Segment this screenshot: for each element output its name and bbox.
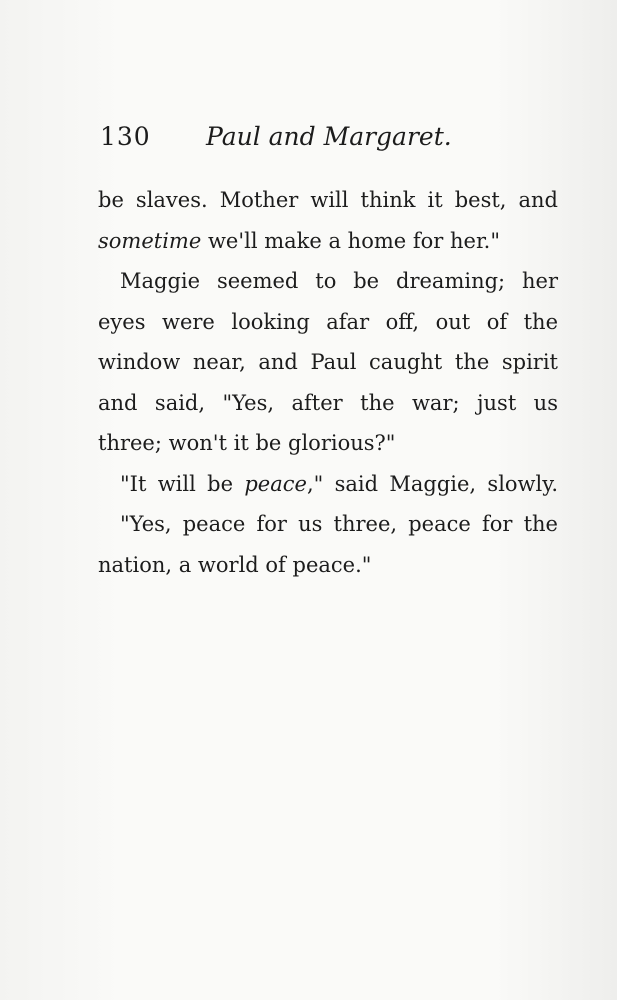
text-run: nation, a world of peace." bbox=[98, 552, 372, 577]
running-title: Paul and Margaret. bbox=[206, 122, 452, 151]
text-line bbox=[98, 545, 558, 586]
text-run: be slaves. Mother will think it best, and bbox=[98, 188, 558, 212]
text-line bbox=[98, 180, 558, 221]
text-line bbox=[98, 302, 558, 343]
text-run: Maggie seemed to be dreaming; her bbox=[120, 269, 558, 293]
italic-run: peace bbox=[244, 471, 307, 496]
text-line bbox=[98, 342, 558, 383]
text-line bbox=[98, 504, 558, 545]
text-run: we'll make a home for her." bbox=[201, 228, 501, 253]
italic-run: sometime bbox=[98, 228, 202, 253]
text-line bbox=[98, 383, 558, 424]
text-line bbox=[98, 261, 558, 302]
text-run: window near, and Paul caught the spirit bbox=[98, 350, 558, 374]
page-header bbox=[100, 122, 560, 162]
text-line bbox=[98, 464, 558, 505]
text-run: three; won't it be glorious?" bbox=[98, 431, 396, 455]
text-line bbox=[98, 221, 558, 262]
text-run: ," said Maggie, slowly. bbox=[306, 471, 558, 496]
text-run: "It will be bbox=[120, 471, 245, 496]
text-run: and said, "Yes, after the war; just us bbox=[98, 390, 558, 415]
body-text bbox=[98, 180, 558, 585]
text-run: eyes were looking afar off, out of the bbox=[98, 309, 558, 334]
page-number: 130 bbox=[100, 122, 151, 151]
text-run: "Yes, peace for us three, peace for the bbox=[120, 512, 558, 536]
text-line bbox=[98, 423, 558, 464]
